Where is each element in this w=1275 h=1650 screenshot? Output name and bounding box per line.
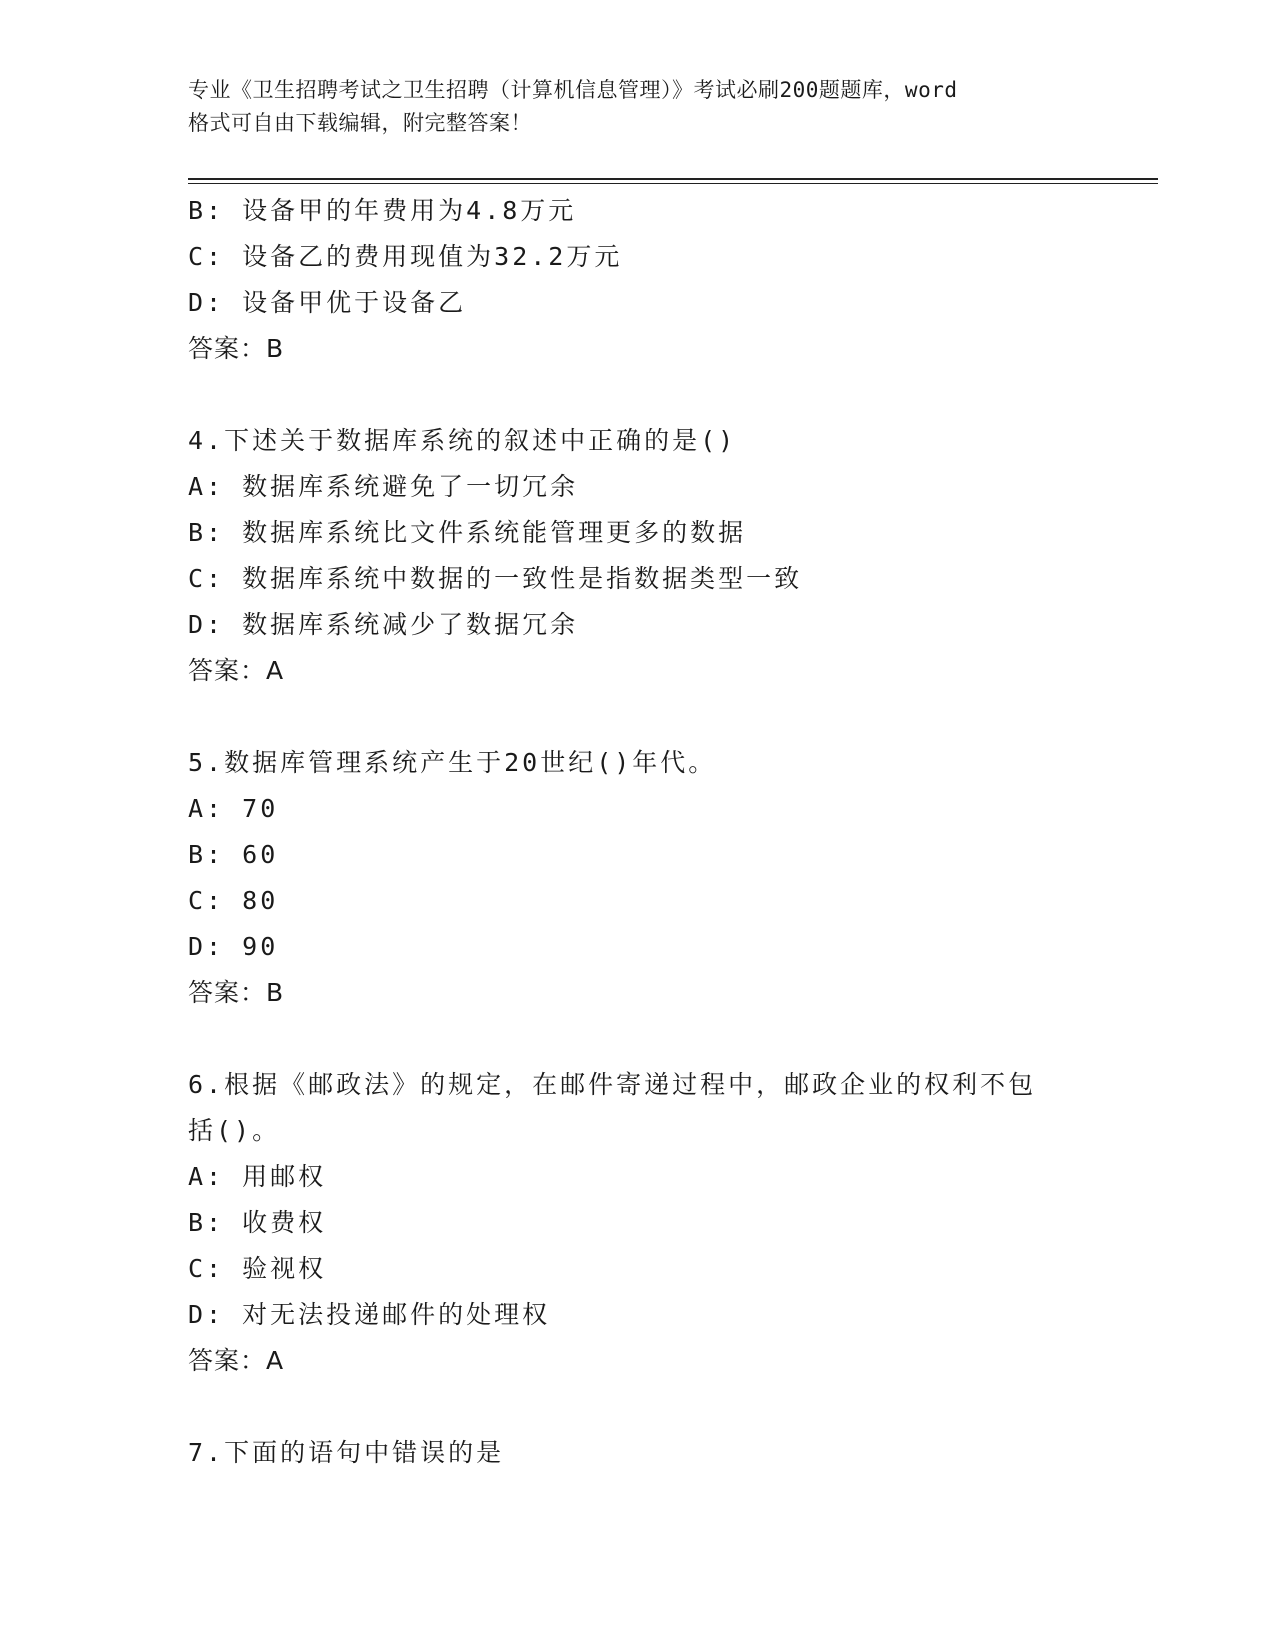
question-6: [188, 1062, 1128, 1384]
option-c: C: 设备乙的费用现值为32.2万元: [188, 242, 623, 271]
option-a: A: 数据库系统避免了一切冗余: [188, 472, 579, 501]
option-d: D: 对无法投递邮件的处理权: [188, 1300, 551, 1329]
answer: 答案：B: [188, 978, 285, 1007]
answer: 答案：B: [188, 334, 285, 363]
question-3-tail: [188, 188, 1128, 372]
option-a: A: 70: [188, 794, 279, 823]
option-d: D: 设备甲优于设备乙: [188, 288, 467, 317]
answer: 答案：A: [188, 1346, 285, 1375]
document-header: [188, 74, 1088, 140]
option-a: A: 用邮权: [188, 1162, 327, 1191]
spacer: [188, 1016, 1128, 1062]
header-rule: [188, 178, 1158, 180]
option-c: C: 80: [188, 886, 279, 915]
question-list: [188, 188, 1128, 1476]
option-d: D: 90: [188, 932, 279, 961]
option-b: B: 收费权: [188, 1208, 327, 1237]
option-b: B: 设备甲的年费用为4.8万元: [188, 196, 577, 225]
question-title: 4.下述关于数据库系统的叙述中正确的是(): [188, 426, 737, 455]
option-c: C: 验视权: [188, 1254, 327, 1283]
question-4: [188, 418, 1128, 694]
header-title-line-2: 格式可自由下载编辑，附完整答案！: [188, 111, 532, 135]
spacer: [188, 1384, 1128, 1430]
question-7: [188, 1430, 1128, 1476]
option-d: D: 数据库系统减少了数据冗余: [188, 610, 579, 639]
header-rule-thin: [188, 183, 1158, 184]
spacer: [188, 694, 1128, 740]
question-title-line-1: 6.根据《邮政法》的规定，在邮件寄递过程中，邮政企业的权利不包: [188, 1070, 1037, 1099]
question-title: 7.下面的语句中错误的是: [188, 1438, 505, 1467]
option-c: C: 数据库系统中数据的一致性是指数据类型一致: [188, 564, 803, 593]
spacer: [188, 372, 1128, 418]
option-b: B: 数据库系统比文件系统能管理更多的数据: [188, 518, 747, 547]
question-5: [188, 740, 1128, 1016]
answer: 答案：A: [188, 656, 285, 685]
question-title-line-2: 括()。: [188, 1116, 281, 1145]
option-b: B: 60: [188, 840, 279, 869]
question-title: 5.数据库管理系统产生于20世纪()年代。: [188, 748, 717, 777]
header-title-line-1: 专业《卫生招聘考试之卫生招聘（计算机信息管理）》考试必刷200题题库，word: [188, 78, 958, 102]
